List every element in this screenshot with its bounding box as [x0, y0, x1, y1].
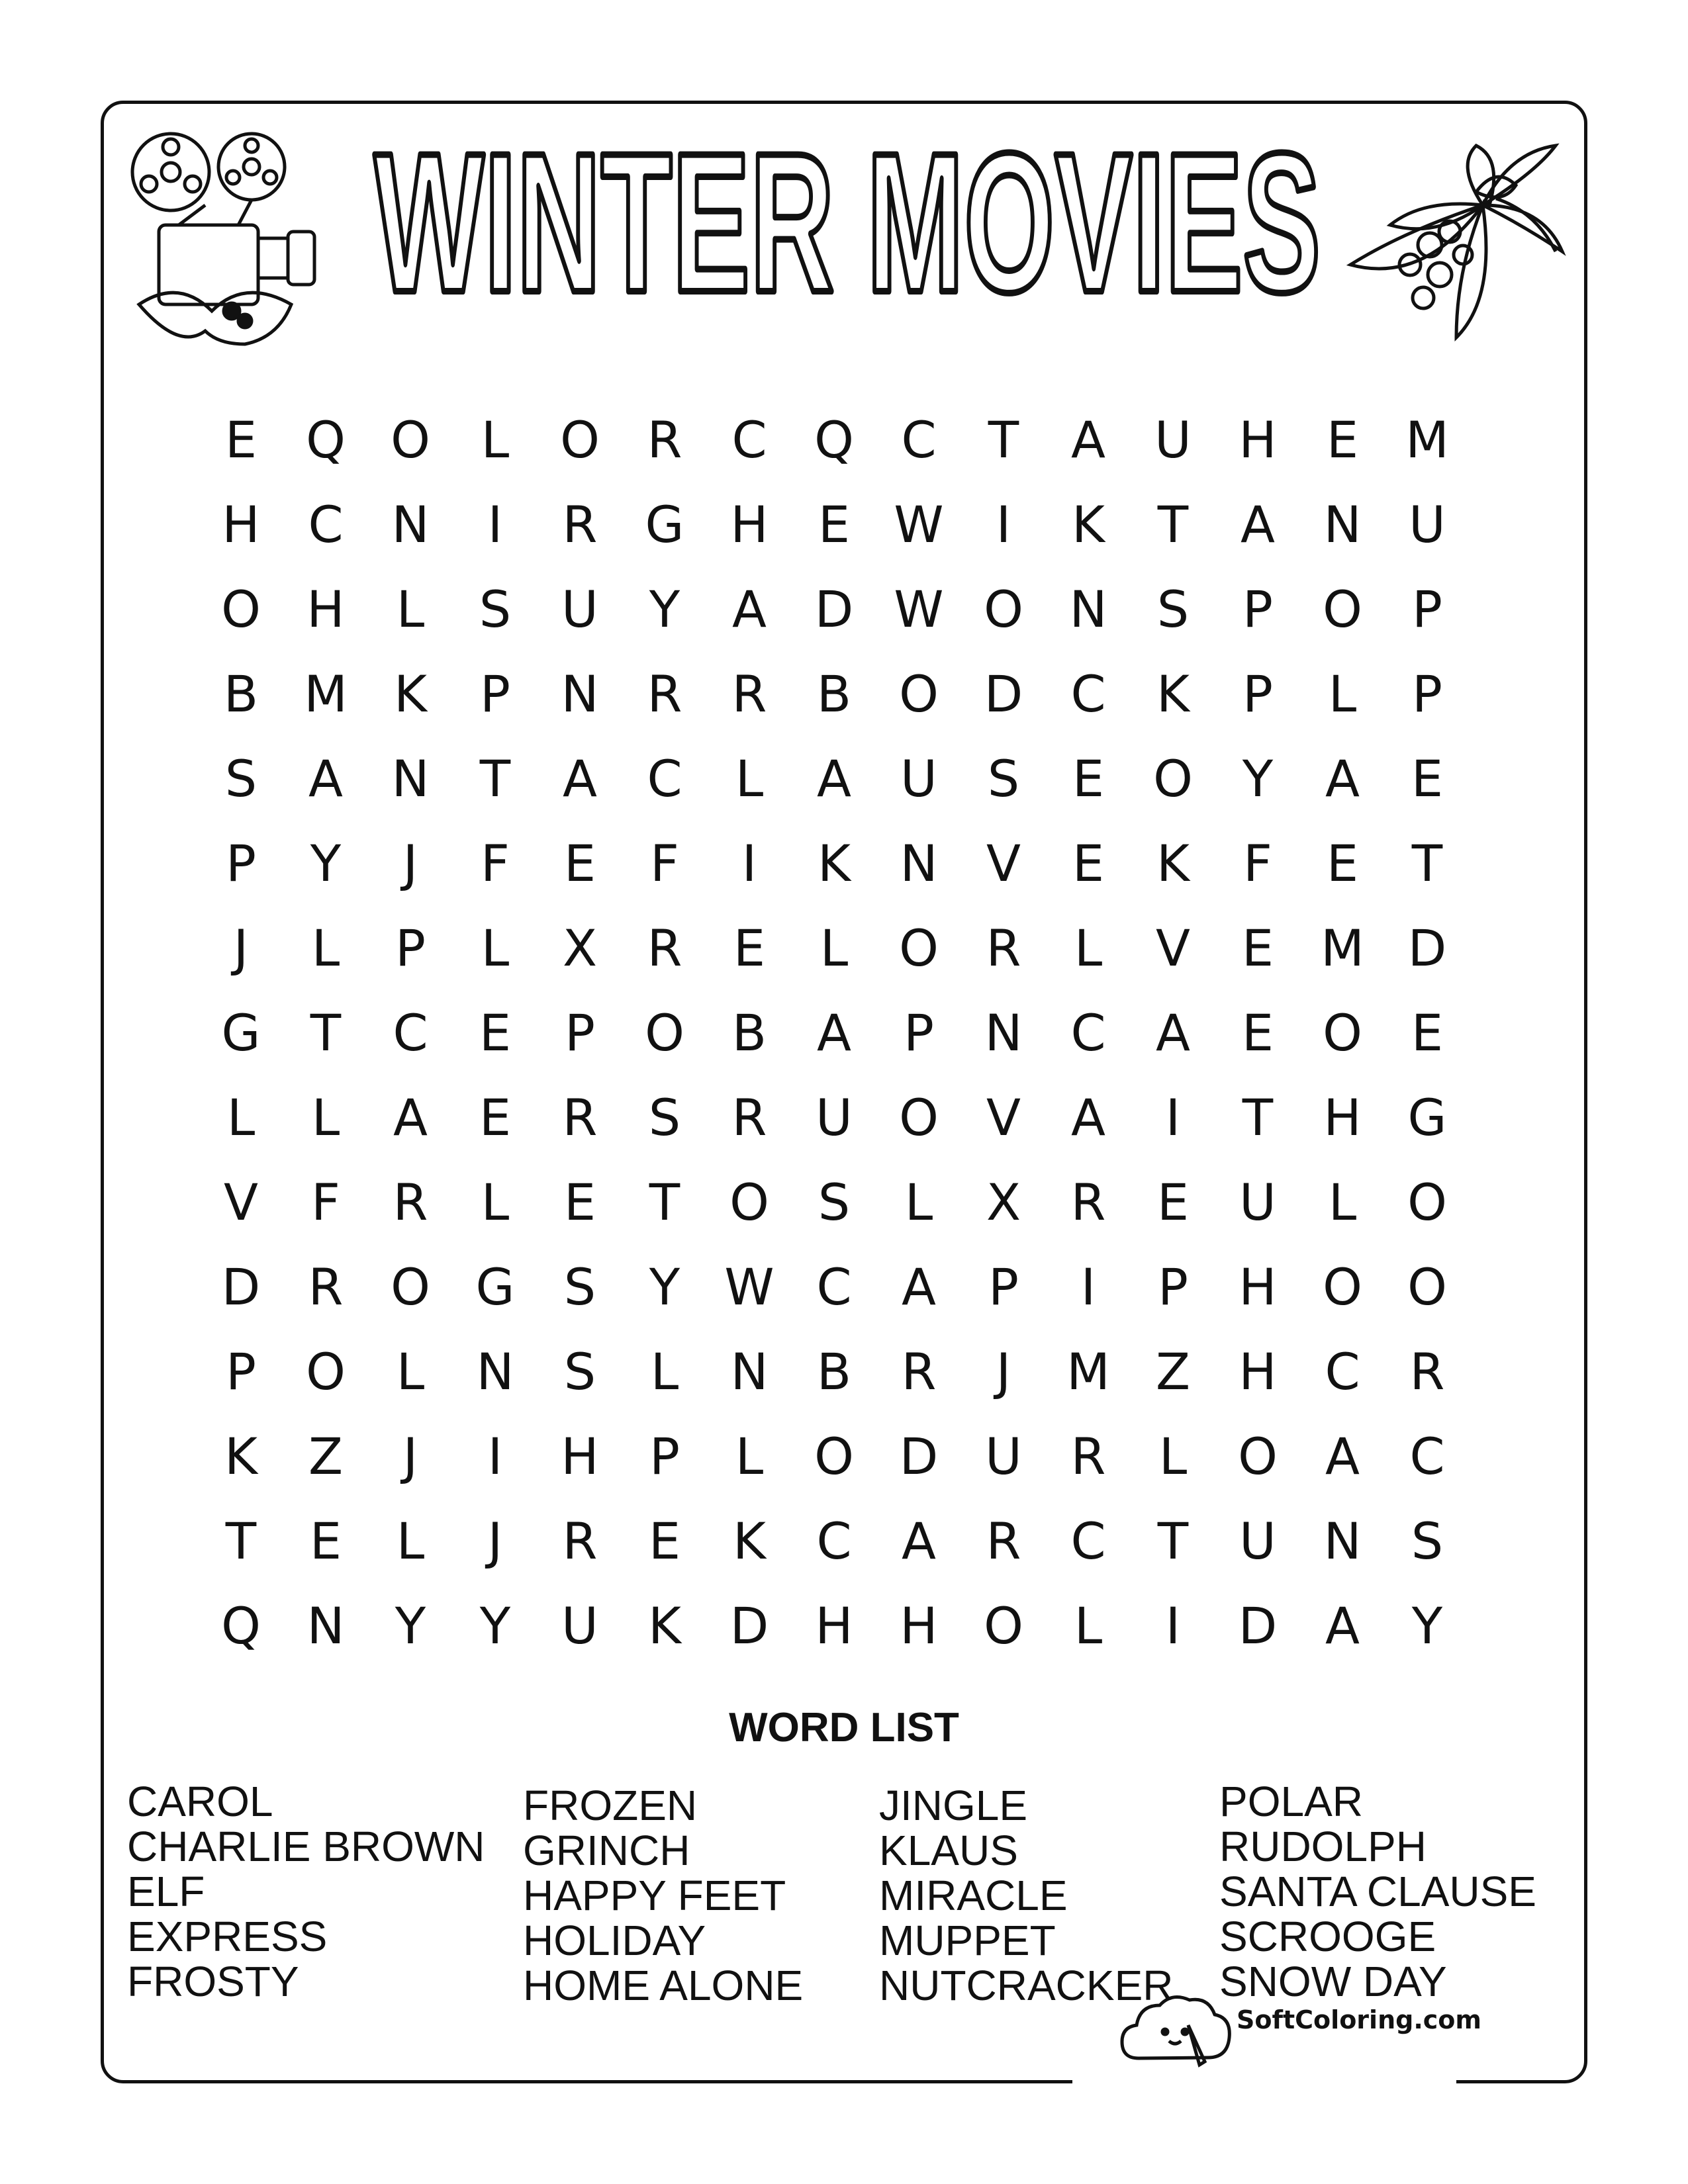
grid-letter: R: [393, 1172, 428, 1232]
grid-letter: O: [560, 410, 600, 469]
grid-letter: S: [987, 749, 1020, 808]
grid-letter: M: [1321, 918, 1364, 978]
grid-letter: L: [396, 1342, 425, 1401]
grid-letter: A: [563, 749, 597, 808]
grid-letter: Y: [649, 1257, 680, 1316]
grid-letter: C: [1070, 1003, 1106, 1062]
grid-letter: T: [225, 1511, 257, 1570]
grid-letter: A: [1156, 1003, 1190, 1062]
grid-letter: H: [815, 1596, 853, 1655]
grid-letter: O: [814, 1426, 854, 1486]
word-list-item: FROZEN: [523, 1782, 698, 1829]
grid-letter: F: [1243, 833, 1272, 893]
grid-letter: U: [816, 1087, 853, 1147]
grid-letter: E: [479, 1003, 512, 1062]
grid-letter: H: [1323, 1087, 1362, 1147]
grid-letter: B: [731, 1003, 767, 1062]
grid-letter: O: [1153, 749, 1193, 808]
word-list-item: JINGLE: [879, 1782, 1028, 1829]
grid-letter: Y: [310, 833, 342, 893]
grid-letter: R: [647, 918, 682, 978]
grid-letter: V: [986, 1087, 1021, 1147]
grid-letter: F: [481, 833, 510, 893]
grid-letter: E: [1241, 918, 1274, 978]
grid-letter: V: [986, 833, 1021, 893]
film-projector-icon: [113, 126, 351, 364]
grid-letter: H: [222, 494, 260, 554]
grid-letter: A: [1325, 1426, 1360, 1486]
word-list-item: FROSTY: [127, 1958, 299, 2005]
grid-letter: S: [563, 1257, 596, 1316]
grid-letter: I: [487, 494, 503, 554]
grid-letter: D: [984, 664, 1023, 723]
grid-letter: L: [481, 918, 510, 978]
word-list-column-4: [1219, 1779, 1536, 2004]
grid-letter: N: [984, 1003, 1023, 1062]
grid-letter: E: [1411, 1003, 1444, 1062]
grid-letter: L: [1074, 918, 1103, 978]
grid-letter: H: [1239, 1257, 1277, 1316]
grid-letter: G: [221, 1003, 261, 1062]
word-list-item: RUDOLPH: [1219, 1823, 1427, 1870]
grid-letter: Y: [479, 1596, 511, 1655]
grid-letter: C: [1409, 1426, 1445, 1486]
grid-letter: R: [647, 410, 682, 469]
grid-letter: S: [1156, 579, 1190, 639]
word-list-column-1: [127, 1779, 485, 2004]
grid-letter: O: [1407, 1257, 1447, 1316]
grid-letter: J: [487, 1511, 503, 1570]
grid-letter: U: [900, 749, 937, 808]
word-list-item: SCROOGE: [1219, 1913, 1436, 1960]
word-list-item: HOME ALONE: [523, 1962, 804, 2009]
grid-letter: L: [1328, 664, 1357, 723]
word-list-item: MUPPET: [879, 1917, 1056, 1964]
grid-letter: K: [394, 664, 427, 723]
grid-letter: O: [221, 579, 261, 639]
grid-letter: U: [1239, 1172, 1276, 1232]
grid-letter: T: [1157, 1511, 1189, 1570]
grid-letter: P: [1243, 664, 1273, 723]
grid-letter: O: [1323, 579, 1362, 639]
grid-letter: L: [1158, 1426, 1188, 1486]
grid-letter: Y: [395, 1596, 426, 1655]
grid-letter: C: [1070, 664, 1106, 723]
grid-letter: D: [221, 1257, 261, 1316]
letter-grid: [199, 397, 1470, 1668]
grid-letter: W: [724, 1257, 774, 1316]
grid-letter: R: [901, 1342, 937, 1401]
grid-letter: N: [476, 1342, 514, 1401]
grid-letter: K: [818, 833, 851, 893]
grid-letter: E: [1326, 833, 1359, 893]
grid-letter: L: [311, 1087, 340, 1147]
grid-letter: M: [304, 664, 348, 723]
grid-letter: B: [816, 664, 852, 723]
word-list-column-2: [523, 1783, 803, 2008]
grid-letter: E: [1072, 749, 1105, 808]
grid-letter: R: [1070, 1172, 1106, 1232]
grid-letter: H: [730, 494, 769, 554]
cloud-pencil-logo-icon: [1119, 1985, 1231, 2078]
grid-letter: S: [563, 1342, 596, 1401]
grid-letter: L: [226, 1087, 256, 1147]
grid-letter: A: [1325, 749, 1360, 808]
grid-letter: E: [563, 1172, 596, 1232]
grid-letter: T: [1157, 494, 1189, 554]
grid-letter: T: [649, 1172, 680, 1232]
grid-letter: S: [1411, 1511, 1444, 1570]
grid-letter: R: [562, 1511, 598, 1570]
grid-letter: N: [1323, 494, 1362, 554]
word-list-item: EXPRESS: [127, 1913, 328, 1960]
grid-letter: G: [645, 494, 684, 554]
grid-letter: A: [1241, 494, 1275, 554]
grid-letter: C: [647, 749, 682, 808]
grid-letter: L: [820, 918, 849, 978]
grid-letter: A: [902, 1257, 936, 1316]
grid-letter: P: [565, 1003, 595, 1062]
grid-letter: C: [1070, 1511, 1106, 1570]
grid-letter: N: [730, 1342, 769, 1401]
grid-letter: Y: [649, 579, 680, 639]
grid-letter: U: [1409, 494, 1446, 554]
grid-letter: R: [731, 1087, 767, 1147]
grid-letter: P: [395, 918, 426, 978]
word-list-item: SNOW DAY: [1219, 1958, 1447, 2005]
grid-letter: N: [391, 494, 430, 554]
grid-letter: O: [899, 918, 939, 978]
grid-letter: C: [1325, 1342, 1360, 1401]
grid-letter: K: [1156, 833, 1190, 893]
grid-letter: H: [306, 579, 345, 639]
title-text: WINTER MOVIES: [374, 139, 1321, 334]
mistletoe-icon: [1331, 132, 1589, 371]
grid-letter: L: [735, 749, 764, 808]
grid-letter: U: [1154, 410, 1192, 469]
grid-letter: R: [1409, 1342, 1445, 1401]
grid-letter: O: [899, 664, 939, 723]
page-title: [357, 139, 1337, 338]
grid-letter: O: [1323, 1003, 1362, 1062]
grid-letter: L: [1328, 1172, 1357, 1232]
grid-letter: F: [650, 833, 679, 893]
grid-letter: O: [645, 1003, 684, 1062]
grid-letter: S: [648, 1087, 681, 1147]
grid-letter: G: [475, 1257, 515, 1316]
grid-letter: J: [233, 918, 249, 978]
grid-letter: C: [901, 410, 937, 469]
word-list-item: GRINCH: [523, 1827, 690, 1874]
word-list-item: HOLIDAY: [523, 1917, 706, 1964]
grid-letter: O: [1407, 1172, 1447, 1232]
grid-letter: D: [1407, 918, 1447, 978]
grid-letter: X: [986, 1172, 1021, 1232]
grid-letter: E: [1326, 410, 1359, 469]
grid-letter: U: [1239, 1511, 1276, 1570]
word-list-item: CHARLIE BROWN: [127, 1823, 485, 1870]
grid-letter: A: [902, 1511, 936, 1570]
grid-letter: N: [391, 749, 430, 808]
grid-letter: P: [480, 664, 510, 723]
grid-letter: J: [402, 1426, 418, 1486]
grid-letter: K: [1072, 494, 1105, 554]
word-list-item: MIRACLE: [879, 1872, 1068, 1919]
grid-letter: K: [224, 1426, 258, 1486]
grid-letter: H: [900, 1596, 938, 1655]
grid-letter: J: [996, 1342, 1011, 1401]
grid-letter: O: [391, 410, 430, 469]
grid-letter: A: [308, 749, 343, 808]
grid-letter: Q: [306, 410, 346, 469]
grid-letter: A: [817, 1003, 851, 1062]
grid-letter: E: [1072, 833, 1105, 893]
grid-letter: K: [1156, 664, 1190, 723]
word-list-item: CAROL: [127, 1778, 273, 1825]
grid-letter: O: [729, 1172, 769, 1232]
grid-letter: L: [650, 1342, 679, 1401]
grid-letter: P: [1243, 579, 1273, 639]
grid-letter: E: [818, 494, 851, 554]
grid-letter: E: [479, 1087, 512, 1147]
grid-letter: C: [308, 494, 344, 554]
grid-letter: P: [649, 1426, 680, 1486]
grid-letter: A: [393, 1087, 428, 1147]
word-list-item: KLAUS: [879, 1827, 1018, 1874]
grid-letter: L: [735, 1426, 764, 1486]
grid-letter: B: [816, 1342, 852, 1401]
grid-letter: O: [306, 1342, 346, 1401]
grid-letter: U: [561, 579, 598, 639]
grid-letter: R: [731, 664, 767, 723]
grid-letter: O: [1323, 1257, 1362, 1316]
grid-letter: J: [402, 833, 418, 893]
grid-letter: V: [224, 1172, 258, 1232]
brand-name: SoftColoring.com: [1237, 2005, 1481, 2034]
grid-letter: I: [1165, 1596, 1181, 1655]
grid-letter: P: [904, 1003, 934, 1062]
grid-letter: M: [1405, 410, 1449, 469]
grid-letter: Z: [1155, 1342, 1191, 1401]
grid-letter: T: [1411, 833, 1443, 893]
grid-letter: E: [1156, 1172, 1190, 1232]
grid-letter: E: [563, 833, 596, 893]
grid-letter: P: [988, 1257, 1019, 1316]
grid-letter: I: [996, 494, 1011, 554]
grid-letter: K: [733, 1511, 766, 1570]
grid-letter: D: [729, 1596, 769, 1655]
grid-letter: C: [393, 1003, 428, 1062]
grid-letter: Q: [221, 1596, 261, 1655]
grid-letter: A: [1071, 1087, 1105, 1147]
word-list-item: NUTCRACKER: [879, 1962, 1174, 2009]
grid-letter: L: [481, 410, 510, 469]
grid-letter: N: [1069, 579, 1107, 639]
grid-letter: O: [391, 1257, 430, 1316]
grid-letter: O: [984, 579, 1023, 639]
grid-letter: P: [226, 833, 256, 893]
grid-letter: F: [311, 1172, 340, 1232]
grid-letter: L: [396, 579, 425, 639]
grid-letter: E: [309, 1511, 342, 1570]
word-list-item: ELF: [127, 1868, 205, 1915]
grid-letter: D: [814, 579, 854, 639]
grid-letter: Z: [308, 1426, 344, 1486]
grid-letter: W: [894, 579, 944, 639]
grid-letter: X: [562, 918, 598, 978]
grid-letter: L: [396, 1511, 425, 1570]
grid-letter: I: [1165, 1087, 1181, 1147]
grid-letter: L: [904, 1172, 933, 1232]
grid-letter: R: [1070, 1426, 1106, 1486]
grid-letter: I: [1080, 1257, 1096, 1316]
grid-letter: T: [988, 410, 1019, 469]
grid-letter: N: [306, 1596, 345, 1655]
grid-letter: U: [985, 1426, 1022, 1486]
grid-letter: S: [224, 749, 258, 808]
grid-letter: P: [1412, 664, 1442, 723]
grid-letter: L: [1074, 1596, 1103, 1655]
grid-letter: P: [226, 1342, 256, 1401]
grid-letter: M: [1066, 1342, 1110, 1401]
word-list-item: POLAR: [1219, 1778, 1363, 1825]
word-list-item: SANTA CLAUSE: [1219, 1868, 1536, 1915]
grid-letter: A: [817, 749, 851, 808]
grid-letter: H: [561, 1426, 599, 1486]
grid-letter: L: [311, 918, 340, 978]
grid-letter: N: [561, 664, 599, 723]
grid-letter: E: [648, 1511, 681, 1570]
grid-letter: Q: [814, 410, 854, 469]
grid-letter: N: [1323, 1511, 1362, 1570]
grid-letter: P: [1158, 1257, 1188, 1316]
grid-letter: K: [648, 1596, 681, 1655]
grid-letter: R: [562, 494, 598, 554]
grid-letter: O: [984, 1596, 1023, 1655]
grid-letter: T: [310, 1003, 342, 1062]
grid-letter: E: [1241, 1003, 1274, 1062]
grid-letter: E: [224, 410, 258, 469]
grid-letter: D: [899, 1426, 939, 1486]
grid-letter: Y: [1242, 749, 1274, 808]
grid-letter: D: [1238, 1596, 1278, 1655]
grid-letter: V: [1156, 918, 1190, 978]
grid-letter: R: [308, 1257, 344, 1316]
grid-letter: Y: [1411, 1596, 1443, 1655]
word-list-title: WORD LIST: [729, 1705, 959, 1751]
grid-letter: H: [1239, 410, 1277, 469]
grid-letter: E: [1411, 749, 1444, 808]
grid-letter: U: [561, 1596, 598, 1655]
word-list-column-3: [879, 1783, 1173, 2008]
grid-letter: S: [818, 1172, 851, 1232]
grid-letter: P: [1412, 579, 1442, 639]
word-list-item: HAPPY FEET: [523, 1872, 786, 1919]
grid-letter: B: [223, 664, 259, 723]
grid-letter: C: [816, 1257, 852, 1316]
grid-letter: E: [733, 918, 766, 978]
grid-letter: W: [894, 494, 944, 554]
grid-letter: R: [986, 1511, 1021, 1570]
grid-letter: A: [1071, 410, 1105, 469]
grid-letter: C: [731, 410, 767, 469]
grid-letter: L: [481, 1172, 510, 1232]
grid-letter: A: [1325, 1596, 1360, 1655]
grid-letter: O: [1238, 1426, 1278, 1486]
grid-letter: R: [986, 918, 1021, 978]
grid-letter: S: [479, 579, 512, 639]
grid-letter: N: [900, 833, 938, 893]
grid-letter: R: [647, 664, 682, 723]
grid-letter: C: [816, 1511, 852, 1570]
grid-letter: R: [562, 1087, 598, 1147]
grid-letter: H: [1239, 1342, 1277, 1401]
grid-letter: T: [479, 749, 511, 808]
grid-letter: O: [899, 1087, 939, 1147]
grid-letter: A: [732, 579, 767, 639]
grid-letter: I: [741, 833, 757, 893]
grid-letter: G: [1407, 1087, 1447, 1147]
grid-letter: T: [1242, 1087, 1274, 1147]
grid-letter: I: [487, 1426, 503, 1486]
